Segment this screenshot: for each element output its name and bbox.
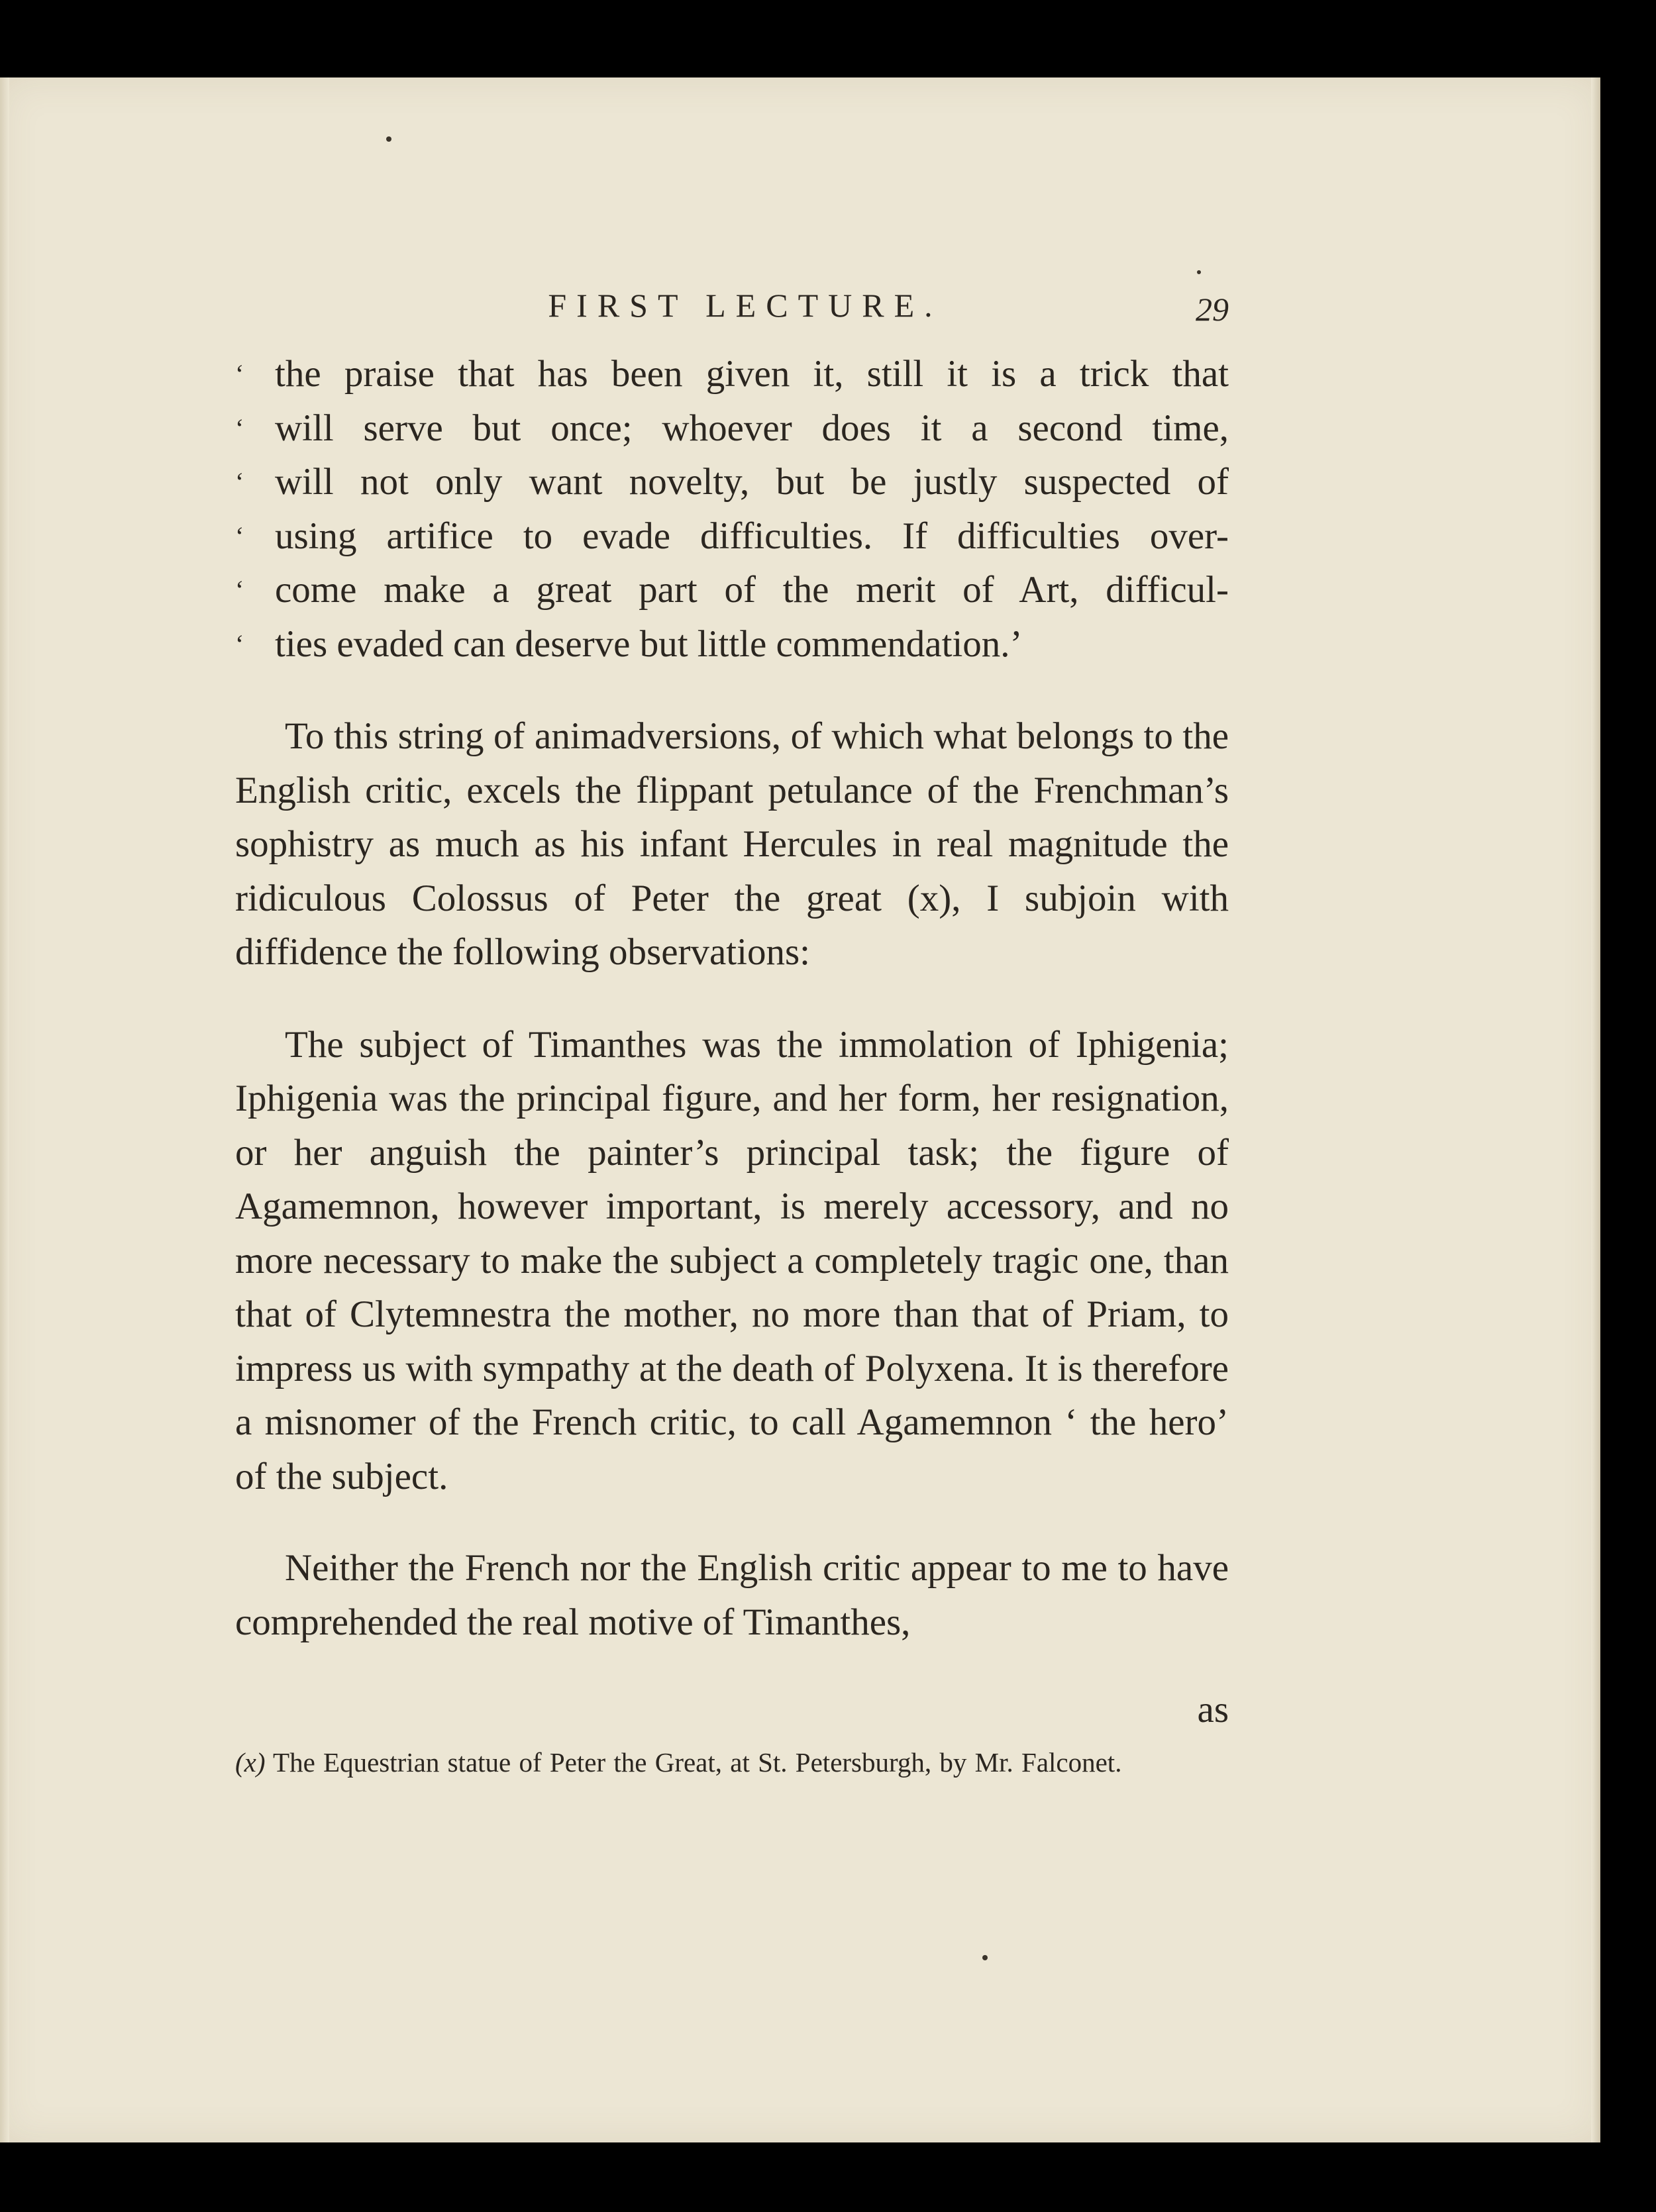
quote-line — [235, 401, 1229, 456]
paper-speck — [1197, 270, 1201, 274]
footnote — [235, 1742, 1229, 1782]
quote-line — [235, 347, 1229, 401]
paper-speck — [386, 136, 391, 142]
page-header — [235, 286, 1229, 332]
quote-line-text: will not only want novelty, but be justly suspected of — [275, 461, 1229, 503]
quote-line — [235, 455, 1229, 509]
quote-mark: ‘ — [235, 628, 244, 659]
footnote-mark: (x) — [235, 1747, 266, 1778]
quote-line-text: ties evaded can deserve but little commendation.’ — [275, 623, 1023, 665]
paragraph-animadversions: To this string of animadversions, of which what belongs to the English critic, excels the flippant petulance of the Frenchman’s sophistry as much as his infant Hercules in real magnitude the ridiculous Colossus of Peter the great (x), I subjoin with diffidence the following observations: — [235, 715, 1229, 973]
quote-mark: ‘ — [235, 359, 244, 389]
page-edge-left — [0, 77, 9, 2142]
quote-line — [235, 617, 1229, 672]
quote-mark: ‘ — [235, 413, 244, 443]
quote-line — [235, 563, 1229, 617]
quote-mark: ‘ — [235, 575, 244, 605]
page-edge-right — [1591, 77, 1600, 2142]
paragraph-timanthes-subject: The subject of Timanthes was the immolation of Iphigenia; Iphigenia was the principal figure, and her form, her resignation, or her anguish the painter’s principal task; the figure of Agamemnon, however important, is merely accessory, and no more necessary to make the subject a completely tragic one, than that of Clytemnestra the mother, no more than that of Priam, to impress us with sympathy at the death of Polyxena. It is therefore a misnomer of the French critic, to call Agamemnon ‘ the hero’ of the subject. — [235, 1023, 1229, 1497]
text-block — [235, 286, 1229, 1782]
quote-mark: ‘ — [235, 521, 244, 551]
quote-line-text: the praise that has been given it, still it is a trick that — [275, 353, 1229, 395]
quote-line-text: will serve but once; whoever does it a second time, — [275, 407, 1229, 449]
quote-mark: ‘ — [235, 467, 244, 497]
paper-speck — [982, 1955, 988, 1960]
running-head: FIRST LECTURE. — [548, 287, 943, 324]
quote-line-text: come make a great part of the merit of Art, difficul- — [275, 569, 1229, 611]
footnote-text: The Equestrian statue of Peter the Great, at St. Petersburgh, by Mr. Falconet. — [273, 1747, 1122, 1778]
catchword: as — [1197, 1689, 1229, 1731]
quote-line — [235, 509, 1229, 564]
quote-line-text: using artifice to evade difficulties. If difficulties over- — [275, 515, 1229, 557]
paragraph-neither-critic: Neither the French nor the English critic appear to me to have comprehended the real motive of Timanthes, — [235, 1547, 1229, 1643]
page-number: 29 — [1196, 291, 1229, 328]
quotation-block — [235, 347, 1229, 671]
